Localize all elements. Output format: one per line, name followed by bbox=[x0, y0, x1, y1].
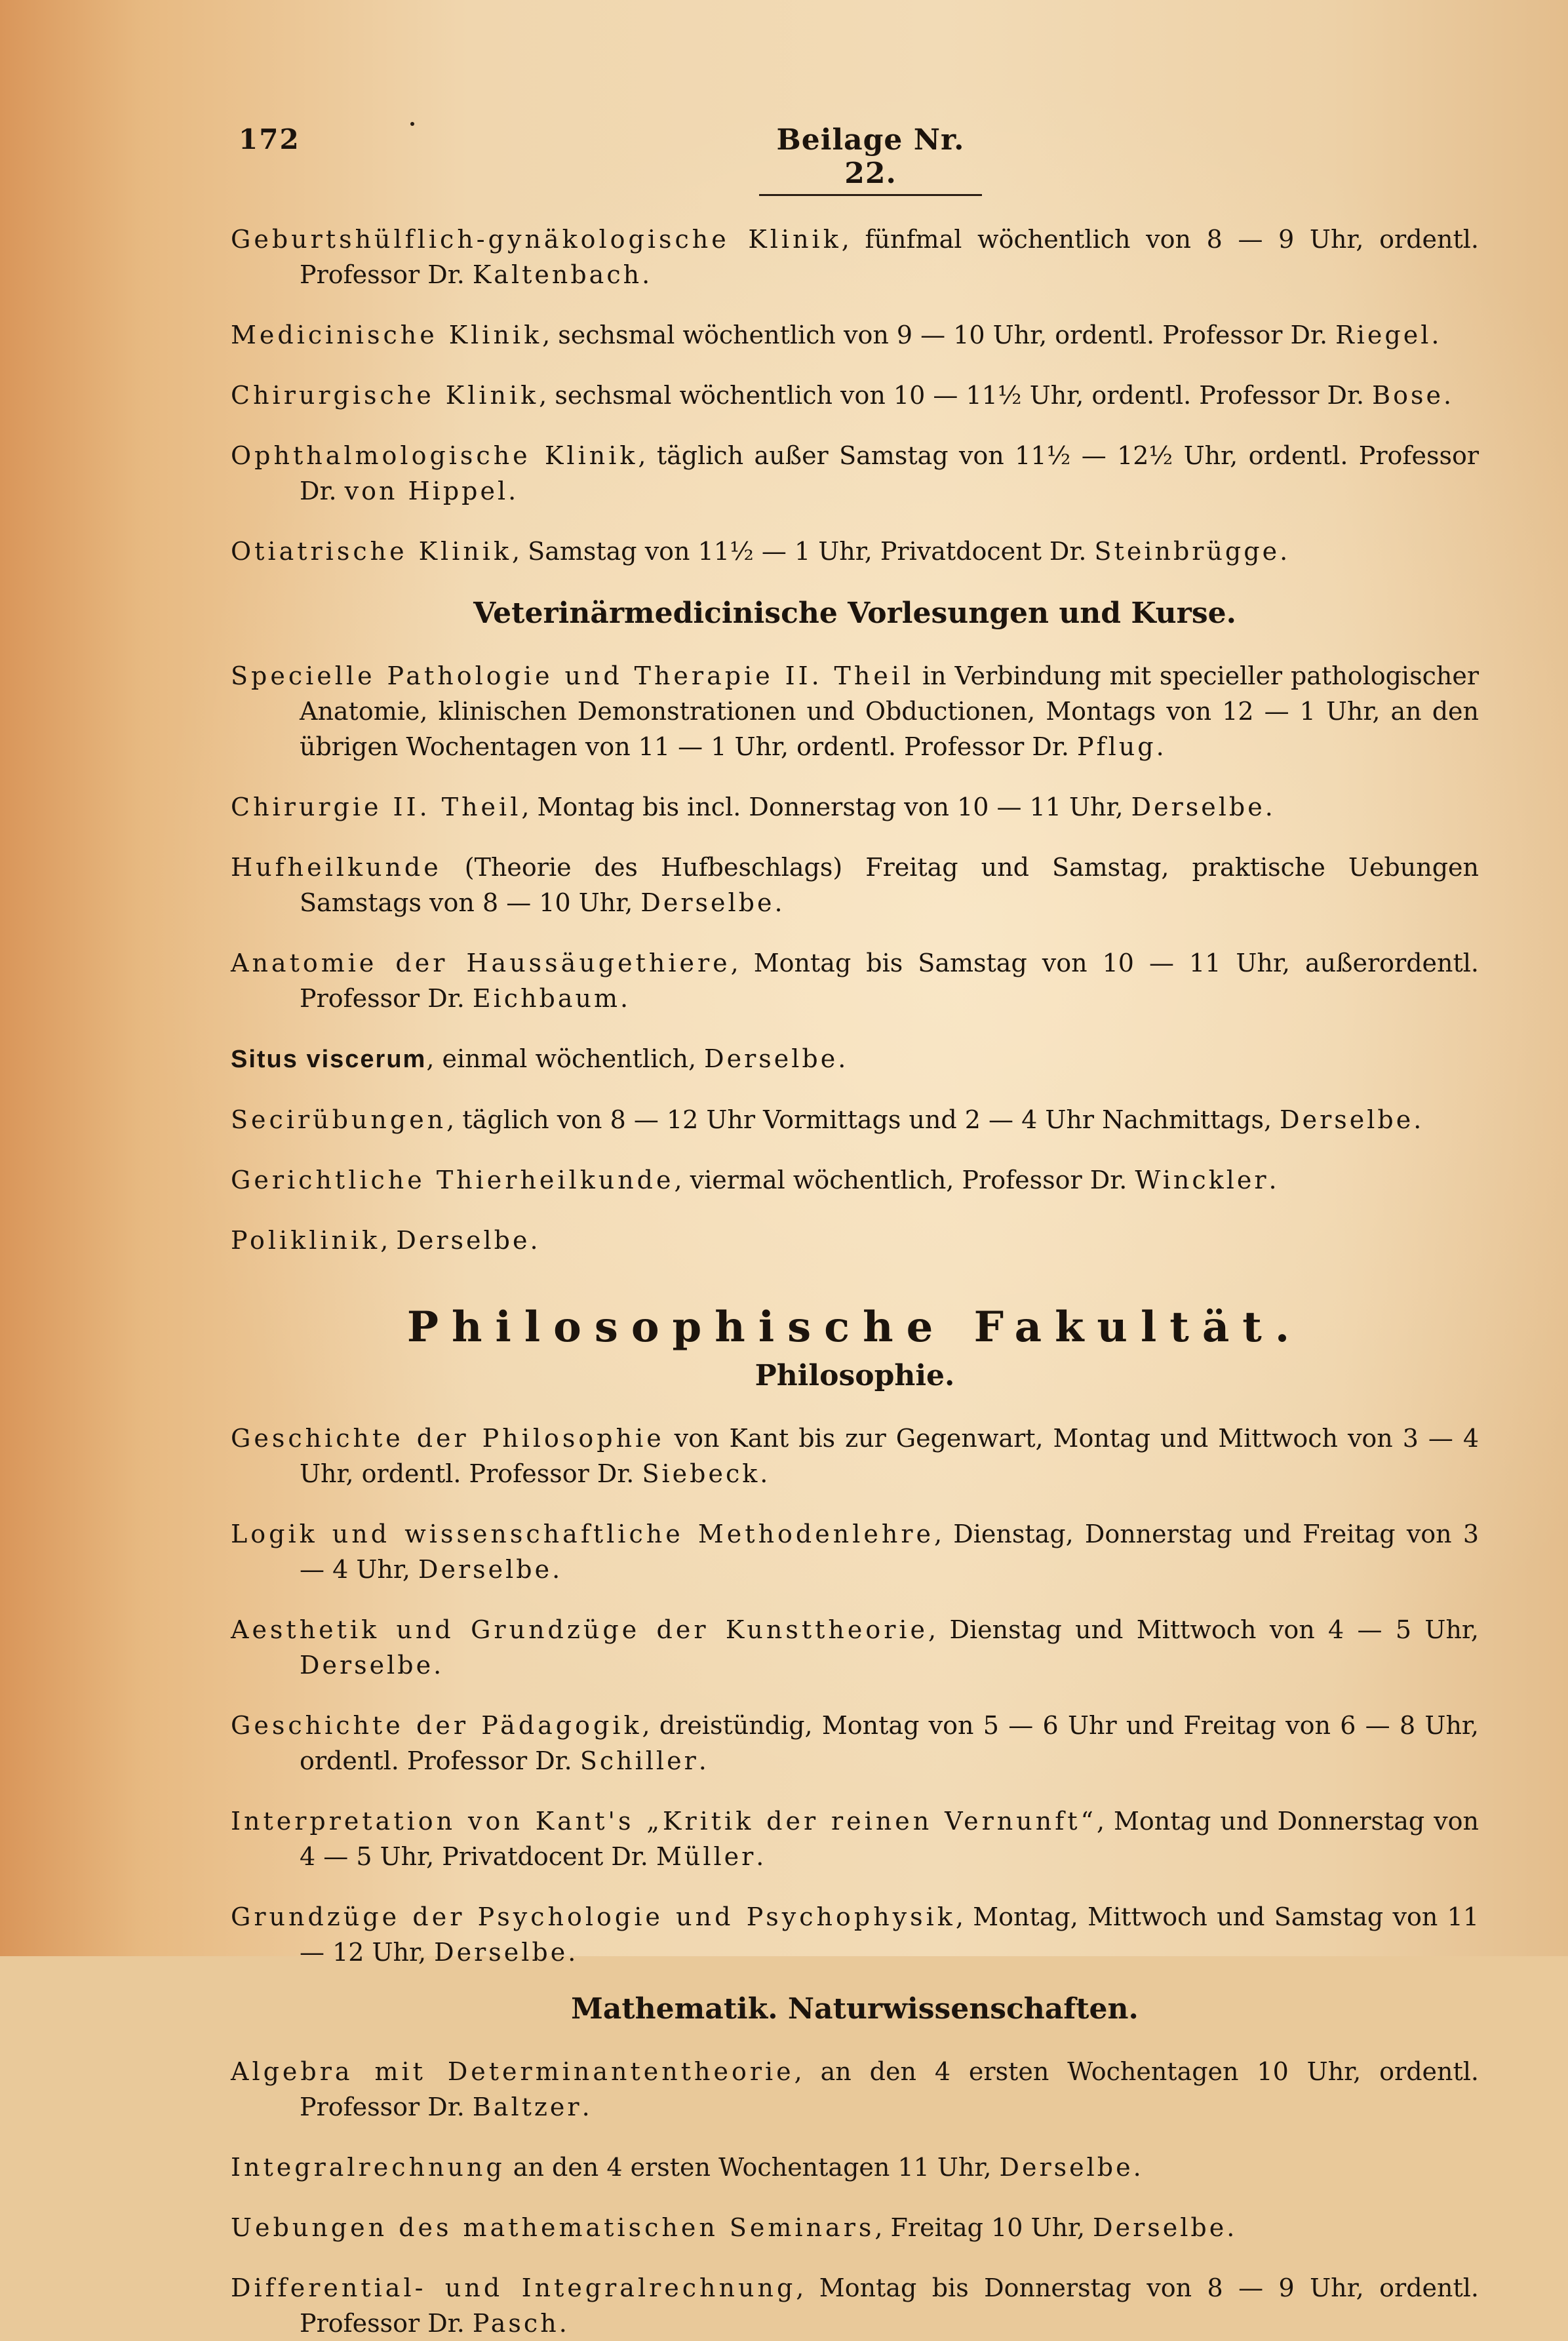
course-title: Situs viscerum bbox=[231, 1046, 427, 1073]
course-entry bbox=[231, 1708, 1479, 1779]
course-details: an den 4 ersten Wochentagen 11 Uhr, bbox=[505, 2153, 1000, 2182]
lecturer-name: von Hippel bbox=[344, 477, 509, 505]
course-title: Ophthalmologische Klinik bbox=[231, 441, 638, 470]
lecturer-name: Derselbe bbox=[396, 1226, 530, 1255]
course-entry bbox=[231, 2054, 1479, 2125]
course-title: Uebungen des mathematischen Seminars bbox=[231, 2213, 875, 2242]
entry-end: . bbox=[1280, 537, 1288, 566]
faculty-heading: Philosophische Fakultät. bbox=[406, 1303, 1303, 1352]
course-entry bbox=[231, 534, 1479, 569]
lecturer-name: Baltzer bbox=[472, 2093, 582, 2121]
entry-end: . bbox=[1443, 381, 1452, 410]
entry-end: . bbox=[1226, 2213, 1235, 2242]
course-entry bbox=[231, 222, 1479, 292]
course-details: , sechsmal wöchentlich von 10 — 11½ Uhr, ordentl. Professor Dr. bbox=[539, 381, 1373, 410]
veterinary-section bbox=[231, 594, 1479, 1258]
lecturer-name: Eichbaum bbox=[472, 984, 621, 1013]
course-title: Hufheilkunde bbox=[231, 853, 442, 882]
course-title: Differential- und Integralrechnung bbox=[231, 2273, 796, 2302]
course-details: , an den 4 ersten Wochentagen 10 Uhr, ordentl. Professor Dr. bbox=[300, 2057, 1479, 2121]
course-entry bbox=[231, 1041, 1479, 1077]
lecturer-name: Siebeck bbox=[642, 1459, 760, 1488]
lecturer-name: Derselbe bbox=[434, 1938, 568, 1967]
entry-end: . bbox=[1268, 1166, 1277, 1194]
course-details: , viermal wöchentlich, Professor Dr. bbox=[674, 1166, 1135, 1194]
entry-end: . bbox=[620, 984, 629, 1013]
lecturer-name: Pasch bbox=[472, 2309, 559, 2338]
course-title: Geschichte der Philosophie bbox=[231, 1424, 665, 1453]
entry-end: . bbox=[433, 1651, 442, 1680]
course-entry bbox=[231, 378, 1479, 413]
course-title: Specielle Pathologie und Therapie II. Theil bbox=[231, 661, 914, 690]
entry-end: . bbox=[581, 2093, 590, 2121]
course-entry bbox=[231, 1516, 1479, 1587]
lecturer-name: Bose bbox=[1372, 381, 1443, 410]
entry-end: . bbox=[1156, 732, 1164, 761]
course-title: Poliklinik bbox=[231, 1226, 381, 1255]
lecturer-name: Derselbe bbox=[300, 1651, 434, 1680]
lecturer-name: Derselbe bbox=[1280, 1105, 1414, 1134]
entry-end: . bbox=[698, 1746, 707, 1775]
entry-end: . bbox=[508, 477, 517, 505]
entry-end: . bbox=[568, 1938, 576, 1967]
section-heading: Veterinärmedicinische Vorlesungen und Kurse. bbox=[473, 597, 1236, 630]
entry-end: . bbox=[760, 1459, 768, 1488]
course-title: Geburtshülflich-gynäkologische Klinik bbox=[231, 225, 842, 254]
course-entry bbox=[231, 1421, 1479, 1491]
entry-end: . bbox=[1133, 2153, 1141, 2182]
course-title: Chirurgie II. Theil bbox=[231, 793, 522, 821]
entry-end: . bbox=[756, 1842, 764, 1871]
course-details: , Montag bis incl. Donnerstag von 10 — 11 Uhr, bbox=[521, 793, 1131, 821]
course-title: Algebra mit Determinantentheorie bbox=[231, 2057, 794, 2086]
lecturer-name: Derselbe bbox=[999, 2153, 1133, 2182]
course-entry bbox=[231, 438, 1479, 509]
subsection-heading: Philosophie. bbox=[755, 1359, 955, 1392]
course-details: , Dienstag, Donnerstag und Freitag von 3 — 4 Uhr, bbox=[300, 1520, 1479, 1584]
lecturer-name: Derselbe bbox=[418, 1555, 553, 1584]
course-details: , Samstag von 11½ — 1 Uhr, Privatdocent Dr. bbox=[512, 537, 1095, 566]
entry-end: . bbox=[559, 2309, 567, 2338]
lecturer-name: Derselbe bbox=[640, 888, 775, 917]
lecturer-name: Derselbe bbox=[1131, 793, 1265, 821]
course-details: , bbox=[380, 1226, 397, 1255]
course-entry bbox=[231, 2270, 1479, 2341]
course-title: Chirurgische Klinik bbox=[231, 381, 539, 410]
entry-end: . bbox=[642, 260, 650, 289]
lecturer-name: Steinbrügge bbox=[1094, 537, 1280, 566]
lecturer-name: Pflug bbox=[1076, 732, 1156, 761]
course-entry bbox=[231, 2150, 1479, 2185]
course-details: , täglich von 8 — 12 Uhr Vormittags und 2 — 4 Uhr Nachmittags, bbox=[446, 1105, 1280, 1134]
subsection-heading: Mathematik. Naturwissenschaften. bbox=[571, 1992, 1139, 2026]
course-details: , sechsmal wöchentlich von 9 — 10 Uhr, ordentl. Professor Dr. bbox=[542, 321, 1336, 349]
print-speck bbox=[410, 122, 414, 126]
course-entry bbox=[231, 789, 1479, 825]
course-title: Secirübungen bbox=[231, 1105, 447, 1134]
lecturer-name: Winckler bbox=[1135, 1166, 1269, 1194]
course-entry bbox=[231, 658, 1479, 764]
course-title: Otiatrische Klinik bbox=[231, 537, 512, 566]
page-number: 172 bbox=[239, 123, 300, 155]
course-title: Aesthetik und Grundzüge der Kunsttheorie bbox=[231, 1615, 929, 1644]
mathematics-section bbox=[231, 1990, 1479, 2341]
course-details: , Montag und Donnerstag von 4 — 5 Uhr, Privatdocent Dr. bbox=[300, 1807, 1479, 1871]
course-details: in Verbindung mit specieller pathologischer Anatomie, klinischen Demonstrationen und Obductionen, Montags von 12 — 1 Uhr, an den übrigen Wochentagen von 11 — 1 Uhr, ordentl. Professor Dr. bbox=[300, 661, 1479, 761]
entry-end: . bbox=[530, 1226, 538, 1255]
course-details: (Theorie des Hufbeschlags) Freitag und Samstag, praktische Uebungen Samstags von 8 — 10 Uhr, bbox=[300, 853, 1479, 917]
course-details: von Kant bis zur Gegenwart, Montag und Mittwoch von 3 — 4 Uhr, ordentl. Professor Dr. bbox=[300, 1424, 1480, 1488]
running-head: Beilage Nr. 22. bbox=[759, 123, 982, 196]
entry-end: . bbox=[838, 1044, 846, 1073]
course-title: Gerichtliche Thierheilkunde bbox=[231, 1166, 675, 1194]
entry-end: . bbox=[1413, 1105, 1422, 1134]
page-body bbox=[231, 197, 1479, 2341]
course-details: , fünfmal wöchentlich von 8 — 9 Uhr, ordentl. Professor Dr. bbox=[300, 225, 1479, 289]
page-header bbox=[236, 123, 1476, 190]
course-details: , einmal wöchentlich, bbox=[426, 1044, 705, 1073]
course-entry bbox=[231, 2210, 1479, 2245]
entry-end: . bbox=[1264, 793, 1273, 821]
course-title: Grundzüge der Psychologie und Psychophysik bbox=[231, 1902, 956, 1931]
lecturer-name: Müller bbox=[656, 1842, 756, 1871]
course-entry bbox=[231, 317, 1479, 353]
course-details: , täglich außer Samstag von 11½ — 12½ Uhr, ordentl. Professor Dr. bbox=[300, 441, 1479, 505]
course-details: , Freitag 10 Uhr, bbox=[874, 2213, 1093, 2242]
lecturer-name: Derselbe bbox=[704, 1044, 838, 1073]
course-details: , dreistündig, Montag von 5 — 6 Uhr und Freitag von 6 — 8 Uhr, ordentl. Professor Dr. bbox=[300, 1711, 1479, 1775]
course-title: Medicinische Klinik bbox=[231, 321, 543, 349]
course-entry bbox=[231, 1162, 1479, 1198]
course-entry bbox=[231, 1102, 1479, 1137]
course-details: , Montag bis Donnerstag von 8 — 9 Uhr, ordentl. Professor Dr. bbox=[300, 2273, 1479, 2338]
course-entry bbox=[231, 850, 1479, 920]
course-title: Anatomie der Haussäugethiere bbox=[231, 949, 731, 977]
course-entry bbox=[231, 1803, 1479, 1874]
entry-end: . bbox=[552, 1555, 560, 1584]
course-title: Integralrechnung bbox=[231, 2153, 505, 2182]
lecturer-name: Kaltenbach bbox=[472, 260, 642, 289]
course-entry bbox=[231, 1612, 1479, 1683]
course-details: , Montag bis Samstag von 10 — 11 Uhr, außerordentl. Professor Dr. bbox=[300, 949, 1479, 1013]
medical-clinics-section bbox=[231, 222, 1479, 569]
entry-end: . bbox=[1431, 321, 1440, 349]
course-details: , Dienstag und Mittwoch von 4 — 5 Uhr, bbox=[928, 1615, 1479, 1644]
course-entry bbox=[231, 945, 1479, 1016]
course-title: Geschichte der Pädagogik bbox=[231, 1711, 642, 1740]
course-title: Logik und wissenschaftliche Methodenlehre bbox=[231, 1520, 934, 1548]
lecturer-name: Riegel bbox=[1335, 321, 1432, 349]
course-entry bbox=[231, 1223, 1479, 1258]
lecturer-name: Schiller bbox=[579, 1746, 699, 1775]
lecturer-name: Derselbe bbox=[1093, 2213, 1227, 2242]
philosophy-section bbox=[231, 1356, 1479, 1970]
course-title: Interpretation von Kant's „Kritik der reinen Vernunft“ bbox=[231, 1807, 1097, 1836]
course-entry bbox=[231, 1899, 1479, 1970]
entry-end: . bbox=[774, 888, 783, 917]
course-details: , Montag, Mittwoch und Samstag von 11 — 12 Uhr, bbox=[300, 1902, 1480, 1967]
